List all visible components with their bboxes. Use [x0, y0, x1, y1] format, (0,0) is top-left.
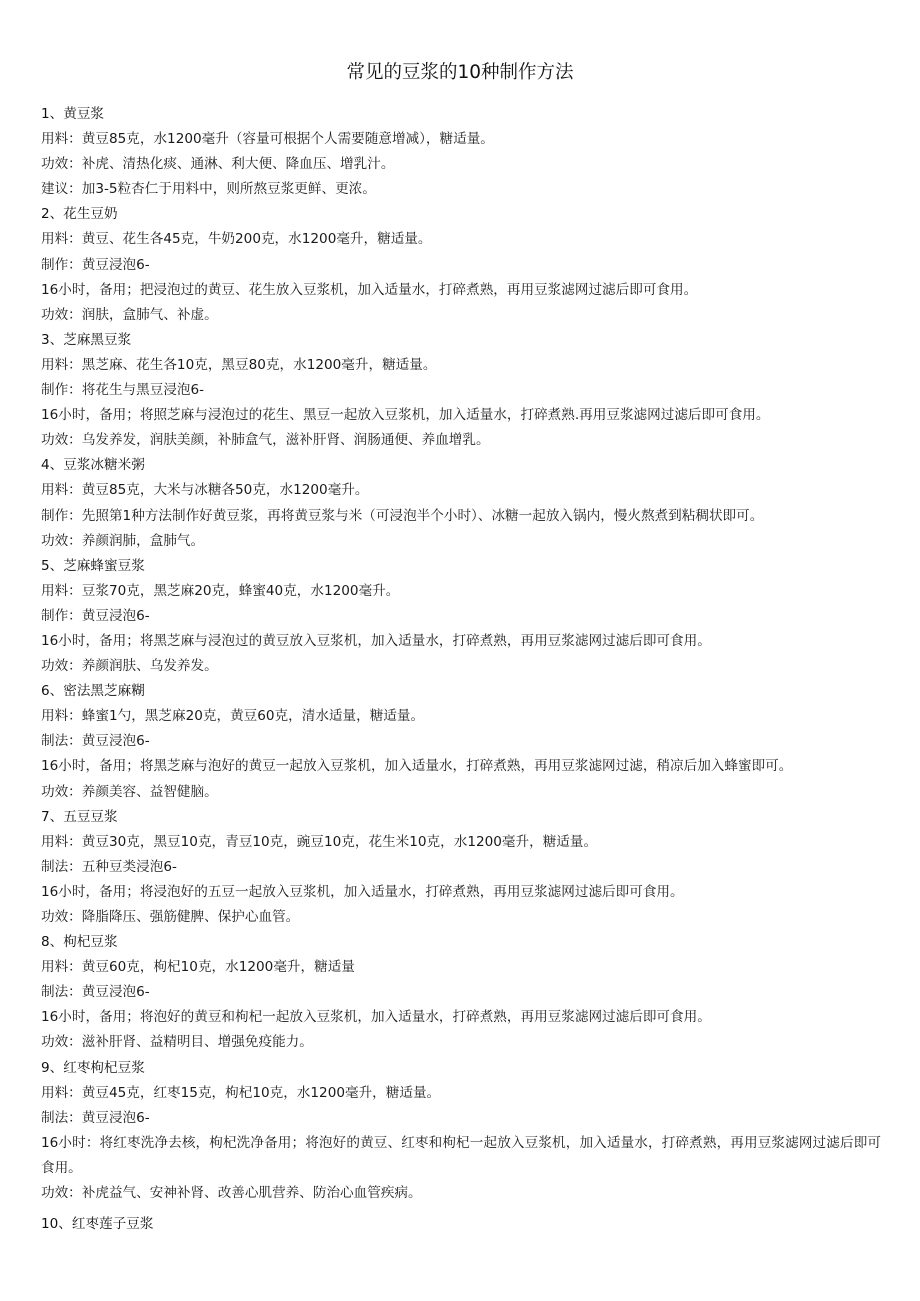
- effect-line: 功效：润肤，盒肺气、补虚。: [41, 306, 218, 323]
- method-line: 制法：黄豆浸泡6-: [41, 733, 150, 750]
- method-line-continued: 16小时，备用；将黑芝麻与泡好的黄豆一起放入豆浆机，加入适量水，打碎煮熟，再用豆浆滤网过滤，稍凉后加入蜂蜜即可。: [41, 758, 793, 775]
- section-heading-10: 10、红枣莲子豆浆: [41, 1216, 154, 1233]
- method-line: 制法：黄豆浸泡6-: [41, 984, 150, 1001]
- ingredients-line: 用料：黄豆60克，枸杞10克，水1200毫升，糖适量: [41, 959, 355, 976]
- method-line-continued: 16小时，备用；将泡好的黄豆和枸杞一起放入豆浆机，加入适量水，打碎煮熟，再用豆浆滤网过滤后即可食用。: [41, 1009, 711, 1026]
- ingredients-line: 用料：蜂蜜1勺，黑芝麻20克，黄豆60克，清水适量，糖适量。: [41, 708, 425, 725]
- suggestion-line: 建议：加3-5粒杏仁于用料中，则所熬豆浆更鲜、更浓。: [41, 181, 376, 198]
- ingredients-line: 用料：黄豆、花生各45克，牛奶200克，水1200毫升，糖适量。: [41, 231, 432, 248]
- ingredients-line: 用料：黄豆45克，红枣15克，枸杞10克，水1200毫升，糖适量。: [41, 1084, 441, 1101]
- document-body: [41, 102, 881, 1237]
- section-heading-2: 2、花生豆奶: [41, 206, 118, 223]
- effect-line: 功效：滋补肝肾、益精明目、增强免疫能力。: [41, 1034, 313, 1051]
- ingredients-line: 用料：豆浆70克，黑芝麻20克，蜂蜜40克，水1200毫升。: [41, 582, 400, 599]
- section-heading-9: 9、红枣枸杞豆浆: [41, 1059, 145, 1076]
- method-line: 制法：黄豆浸泡6-: [41, 1109, 150, 1126]
- section-heading-6: 6、密法黑芝麻糊: [41, 683, 145, 700]
- ingredients-line: 用料：黄豆85克，水1200毫升（容量可根据个人需要随意增减），糖适量。: [41, 131, 494, 148]
- effect-line: 功效：养颜润肺，盒肺气。: [41, 532, 205, 549]
- effect-line: 功效：乌发养发，润肤美颜，补肺盒气，滋补肝肾、润肠通便、养血增乳。: [41, 432, 490, 449]
- method-line-continued: 16小时：将红枣洗净去核，枸杞洗净备用；将泡好的黄豆、红枣和枸杞一起放入豆浆机，加入适量水，打碎煮熟，再用豆浆滤网过滤后即可食用。: [41, 1134, 881, 1176]
- method-line: 制作：黄豆浸泡6-: [41, 607, 150, 624]
- effect-line: 功效：降脂降压、强筋健脾、保护心血管。: [41, 909, 300, 925]
- section-heading-3: 3、芝麻黑豆浆: [41, 331, 132, 348]
- method-line-continued: 16小时，备用；将黑芝麻与浸泡过的黄豆放入豆浆机，加入适量水，打碎煮熟，再用豆浆滤网过滤后即可食用。: [41, 632, 711, 649]
- method-line-continued: 16小时，备用；将照芝麻与浸泡过的花生、黑豆一起放入豆浆机，加入适量水，打碎煮熟.再用豆浆滤网过滤后即可食用。: [41, 407, 770, 424]
- method-line: 制法：五种豆类浸泡6-: [41, 858, 177, 875]
- page-title: 常见的豆浆的10种制作方法: [346, 62, 574, 83]
- effect-line: 功效：补虎、清热化痰、通淋、利大便、降血压、增乳汁。: [41, 156, 395, 173]
- method-line: 制作：黄豆浸泡6-: [41, 256, 150, 273]
- section-heading-5: 5、芝麻蜂蜜豆浆: [41, 557, 145, 574]
- ingredients-line: 用料：黑芝麻、花生各10克，黑豆80克，水1200毫升，糖适量。: [41, 356, 437, 373]
- method-line-continued: 16小时，备用；把浸泡过的黄豆、花生放入豆浆机，加入适量水，打碎煮熟，再用豆浆滤网过滤后即可食用。: [41, 281, 698, 298]
- section-heading-1: 1、黄豆浆: [41, 106, 105, 122]
- section-heading-8: 8、枸杞豆浆: [41, 934, 118, 951]
- section-heading-7: 7、五豆豆浆: [41, 808, 118, 825]
- effect-line: 功效：补虎益气、安神补肾、改善心肌营养、防治心血管疾病。: [41, 1185, 422, 1202]
- effect-line: 功效：养颜美容、益智健脑。: [41, 783, 218, 800]
- ingredients-line: 用料：黄豆30克，黑豆10克，青豆10克，豌豆10克，花生米10克，水1200毫升，糖适量。: [41, 833, 598, 850]
- section-heading-4: 4、豆浆冰糖米粥: [41, 457, 145, 474]
- effect-line: 功效：养颜润肤、乌发养发。: [41, 658, 218, 675]
- ingredients-line: 用料：黄豆85克，大米与冰糖各50克，水1200毫升。: [41, 482, 369, 499]
- method-line: 制作：先照第1种方法制作好黄豆浆，再将黄豆浆与米（可浸泡半个小时）、冰糖一起放入锅内，慢火熬煮到粘稠状即可。: [41, 507, 764, 524]
- method-line-continued: 16小时，备用；将浸泡好的五豆一起放入豆浆机，加入适量水，打碎煮熟，再用豆浆滤网过滤后即可食用。: [41, 883, 684, 900]
- method-line: 制作：将花生与黑豆浸泡6-: [41, 382, 205, 399]
